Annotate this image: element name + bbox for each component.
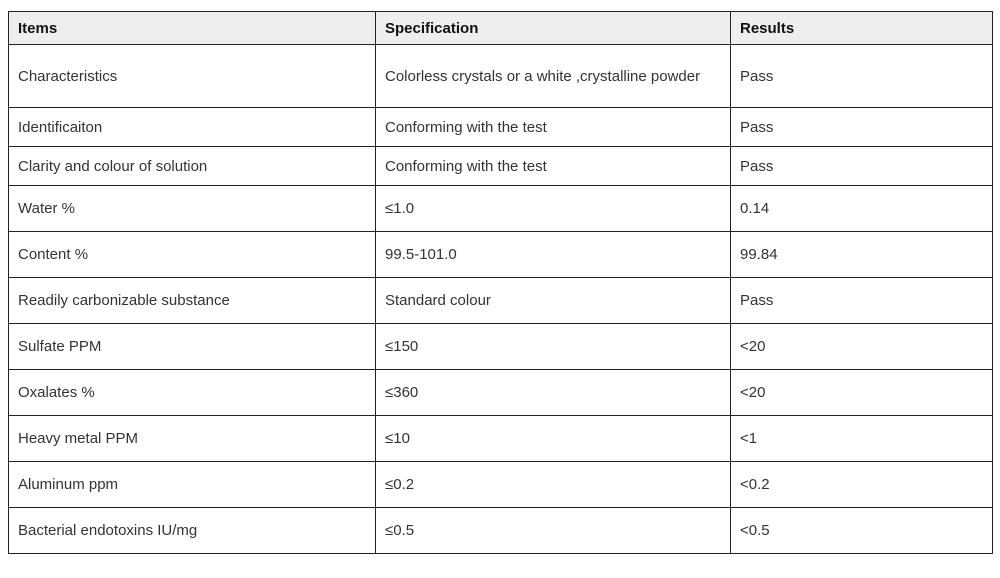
cell-spec: Conforming with the test — [376, 147, 731, 186]
header-items: Items — [9, 12, 376, 45]
cell-result: <0.2 — [731, 462, 993, 508]
cell-spec: ≤150 — [376, 324, 731, 370]
cell-result: 99.84 — [731, 232, 993, 278]
specification-table — [8, 11, 993, 554]
cell-item: Sulfate PPM — [9, 324, 376, 370]
table-row — [9, 232, 993, 278]
cell-result: Pass — [731, 108, 993, 147]
cell-spec: ≤10 — [376, 416, 731, 462]
cell-item: Identificaiton — [9, 108, 376, 147]
table-header-row — [9, 12, 993, 45]
cell-spec: ≤0.2 — [376, 462, 731, 508]
cell-item: Aluminum ppm — [9, 462, 376, 508]
cell-item: Heavy metal PPM — [9, 416, 376, 462]
cell-item: Content % — [9, 232, 376, 278]
cell-result: <20 — [731, 324, 993, 370]
cell-spec: ≤360 — [376, 370, 731, 416]
cell-result: <20 — [731, 370, 993, 416]
cell-result: <1 — [731, 416, 993, 462]
table-row — [9, 370, 993, 416]
cell-spec: ≤1.0 — [376, 186, 731, 232]
cell-item: Oxalates % — [9, 370, 376, 416]
cell-spec: Standard colour — [376, 278, 731, 324]
cell-result: <0.5 — [731, 508, 993, 554]
table-row — [9, 324, 993, 370]
cell-result: Pass — [731, 45, 993, 108]
header-results: Results — [731, 12, 993, 45]
table-row — [9, 278, 993, 324]
spec-table-container — [8, 11, 992, 554]
header-specification: Specification — [376, 12, 731, 45]
cell-result: Pass — [731, 147, 993, 186]
cell-item: Readily carbonizable substance — [9, 278, 376, 324]
table-row — [9, 108, 993, 147]
cell-spec: ≤0.5 — [376, 508, 731, 554]
cell-item: Characteristics — [9, 45, 376, 108]
table-row — [9, 462, 993, 508]
cell-spec: Colorless crystals or a white ,crystalline powder — [376, 45, 731, 108]
cell-spec: 99.5-101.0 — [376, 232, 731, 278]
table-row — [9, 45, 993, 108]
cell-result: Pass — [731, 278, 993, 324]
table-row — [9, 508, 993, 554]
cell-result: 0.14 — [731, 186, 993, 232]
cell-item: Bacterial endotoxins IU/mg — [9, 508, 376, 554]
cell-item: Water % — [9, 186, 376, 232]
cell-spec: Conforming with the test — [376, 108, 731, 147]
table-row — [9, 147, 993, 186]
table-row — [9, 416, 993, 462]
cell-item: Clarity and colour of solution — [9, 147, 376, 186]
table-row — [9, 186, 993, 232]
